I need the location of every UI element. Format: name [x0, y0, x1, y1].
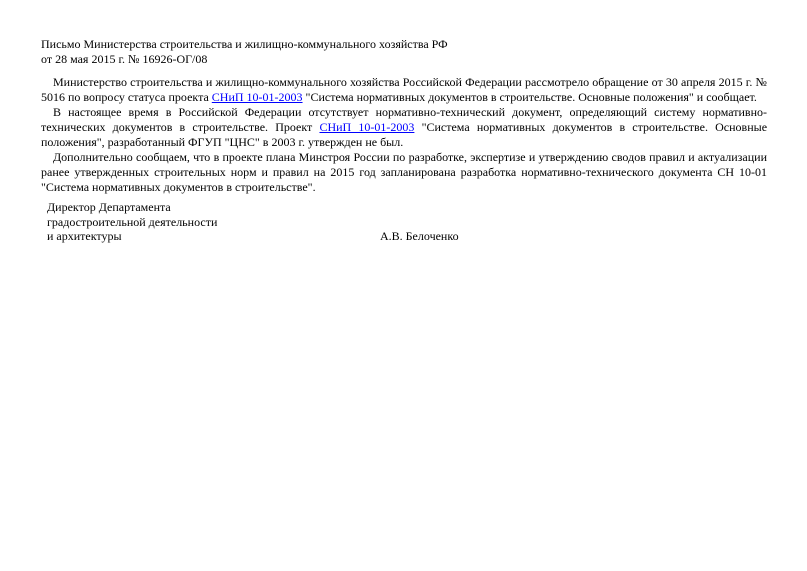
signer-position-line-2: градостроительной деятельности [47, 214, 218, 229]
signature-block [47, 200, 217, 244]
paragraph-1 [41, 75, 767, 105]
document-header [41, 37, 448, 67]
paragraph-2 [41, 105, 767, 150]
paragraph-2-text-after: "Система нормативных документов в строительстве. Основные положения", разработанный ФГУП "ЦНС" в 2003 г. утвержден не был. [41, 120, 768, 149]
snip-link-1[interactable]: СНиП 10-01-2003 [211, 90, 303, 104]
paragraph-1-text-before: Министерство строительства и жилищно-коммунального хозяйства Российской Федерации рассмотрело обращение от 30 апреля 2015 г. № 5016 по вопросу статуса проекта [41, 75, 767, 104]
document-body [41, 75, 767, 195]
paragraph-1-text-after: "Система нормативных документов в строительстве. Основные положения" и сообщает. [302, 90, 757, 104]
signer-position-line-1: Директор Департамента [47, 200, 171, 214]
document-title: Письмо Министерства строительства и жилищно-коммунального хозяйства РФ [41, 37, 448, 51]
paragraph-2-text-before: В настоящее время в Российской Федерации отсутствует нормативно-технический документ, определяющий систему нормативно-технических документов в строительстве. Проект [41, 105, 767, 134]
snip-link-2[interactable]: СНиП 10-01-2003 [319, 120, 415, 134]
paragraph-3: Дополнительно сообщаем, что в проекте плана Минстроя России по разработке, экспертизе и утверждению сводов правил и актуализации ранее утвержденных строительных норм и правил на 2015 год запланирована разработка нормативно-технического документа СН 10-01 "Система нормативных документов в строительстве". [41, 150, 767, 194]
signer-name: А.В. Белоченко [380, 229, 459, 243]
document-date-number: от 28 мая 2015 г. № 16926-ОГ/08 [41, 52, 208, 66]
signer-position-line-3: и архитектуры [47, 229, 122, 243]
